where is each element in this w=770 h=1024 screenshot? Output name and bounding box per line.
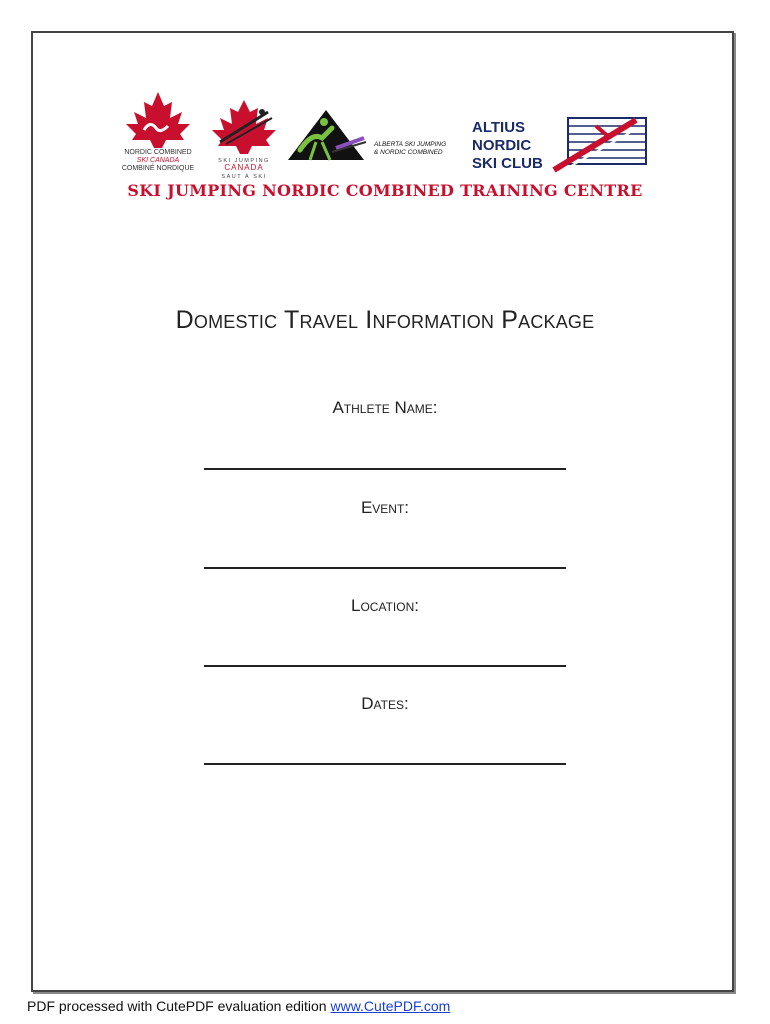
nordic-combined-text-3: COMBINÉ NORDIQUE [121, 165, 195, 172]
ski-jumping-text-1: SKI JUMPING [218, 158, 270, 164]
footer-note [27, 998, 450, 1014]
dates-label: Dates: [361, 694, 409, 713]
training-centre-title: SKI JUMPING NORDIC COMBINED TRAINING CENTRE [127, 181, 643, 200]
altius-nordic-logo [468, 116, 650, 176]
nordic-combined-text-1: NORDIC COMBINED [124, 149, 192, 156]
event-label: Event: [360, 498, 410, 517]
event-line [204, 567, 566, 569]
dates-line [204, 763, 566, 765]
alberta-ski-jumping-logo [286, 108, 466, 168]
footer-text: PDF processed with CutePDF evaluation edition [27, 998, 331, 1014]
alberta-text-2: & NORDIC COMBINED [374, 149, 443, 156]
ski-jumping-text-3: SAUT À SKI [221, 174, 267, 180]
ski-jumping-canada-logo [206, 98, 282, 180]
nordic-combined-text-2: SKI CANADA [136, 157, 180, 164]
altius-text-1: ALTIUS [472, 119, 526, 136]
athlete-name-line [204, 468, 566, 470]
sponsor-logos [0, 90, 770, 180]
document-title: Domestic Travel Information Package [175, 306, 595, 334]
altius-text-3: SKI CLUB [472, 155, 543, 172]
ski-jumping-text-2: CANADA [224, 163, 264, 172]
altius-text-2: NORDIC [472, 137, 532, 154]
cutepdf-link[interactable]: www.CutePDF.com [330, 998, 451, 1014]
nordic-combined-logo [118, 90, 198, 176]
alberta-text-1: ALBERTA SKI JUMPING [374, 141, 447, 148]
location-line [204, 665, 566, 667]
athlete-name-label: Athlete Name: [332, 398, 438, 417]
location-label: Location: [351, 596, 419, 615]
